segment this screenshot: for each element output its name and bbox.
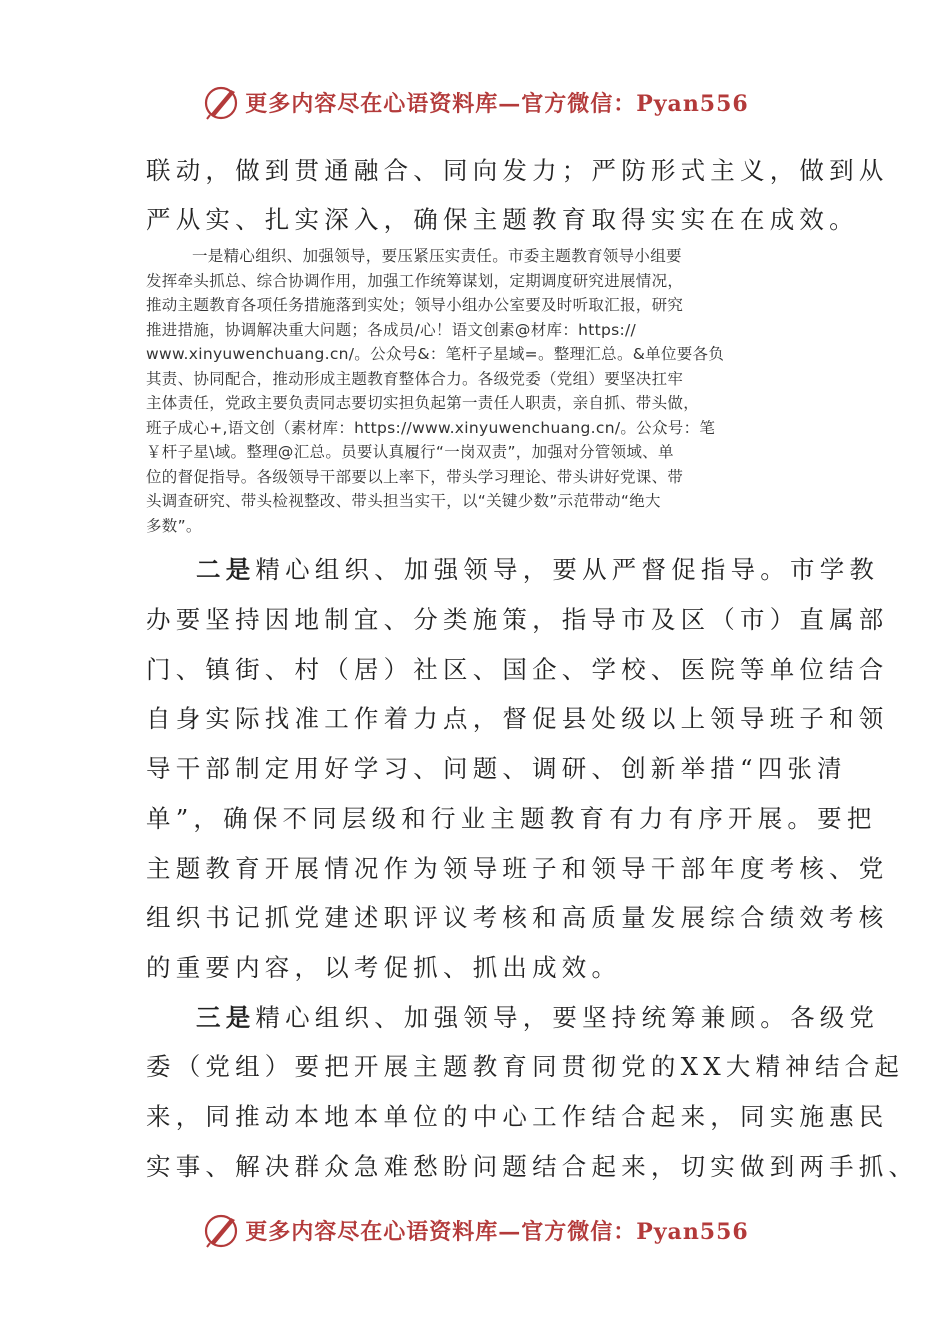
text-line: 自身实际找准工作着力点，督促县处级以上领导班子和领 bbox=[146, 704, 889, 733]
section-two-first-line bbox=[196, 555, 880, 585]
text-line: 推动主题教育各项任务措施落到实处；领导小组办公室要及时听取汇报，研究 bbox=[146, 296, 684, 314]
text-line: 头调查研究、带头检视整改、带头担当实干，以“关键少数”示范带动“绝大 bbox=[146, 492, 661, 510]
text-line: 单”，确保不同层级和行业主题教育有力有序开展。要把 bbox=[146, 804, 877, 833]
quill-pen-logo-icon bbox=[201, 1210, 241, 1250]
section-three-first-line bbox=[196, 1003, 880, 1033]
text-line: 发挥牵头抓总、综合协调作用，加强工作统筹谋划，定期调度研究进展情况， bbox=[146, 271, 684, 290]
section-two-lead: 二是 bbox=[196, 555, 256, 584]
text-span: 精心组织、加强领导，要从严督促指导。市学教 bbox=[255, 555, 880, 584]
section-one-paragraph bbox=[146, 244, 806, 538]
text-line: 主体责任，党政主要负责同志要切实担负起第一责任人职责，亲自抓、带头做， bbox=[146, 394, 700, 412]
text-line: 实事、解决群众急难愁盼问题结合起来，切实做到两手抓、 bbox=[146, 1152, 919, 1181]
text-line: 位的督促指导。各级领导干部要以上率下，带头学习理论、带头讲好党课、带 bbox=[146, 467, 684, 486]
text-line: 主题教育开展情况作为领导班子和领导干部年度考核、党 bbox=[146, 854, 889, 883]
header-banner bbox=[0, 80, 950, 124]
text-line: 班子成心+,语文创（素材库：https://www.xinyuwenchuang.cn/。公众号：笔 bbox=[146, 418, 716, 437]
footer-banner bbox=[0, 1208, 950, 1252]
text-line: 来，同推动本地本单位的中心工作结合起来，同实施惠民 bbox=[146, 1102, 889, 1131]
text-line: 严从实、扎实深入，确保主题教育取得实实在在成效。 bbox=[146, 205, 859, 234]
text-span: 精心组织、加强领导，要坚持统筹兼顾。各级党 bbox=[255, 1003, 880, 1032]
text-line: 导干部制定用好学习、问题、调研、创新举措“四张清 bbox=[146, 754, 847, 783]
text-line: www.xinyuwenchuang.cn/。公众号&：笔杆子星域=。整理汇总。&单位要各负 bbox=[146, 345, 725, 363]
text-line: 多数”。 bbox=[146, 516, 202, 535]
text-line: 联动，做到贯通融合、同向发力；严防形式主义，做到从 bbox=[146, 156, 889, 185]
text-line: 一是精心组织、加强领导，要压紧压实责任。市委主题教育领导小组要 bbox=[192, 247, 682, 265]
text-line: ￥杆子星\域。整理@汇总。员要认真履行“一岗双责”，加强对分管领域、单 bbox=[146, 443, 674, 461]
banner-text: 更多内容尽在心语资料库—官方微信：Pyan556 bbox=[245, 1218, 749, 1245]
text-line: 推进措施，协调解决重大问题；各成员/心！语文创素@材库：https:// bbox=[146, 320, 637, 339]
text-line: 其责、协同配合，推动形成主题教育整体合力。各级党委（党组）要坚决扛牢 bbox=[146, 369, 684, 388]
text-line: 组织书记抓党建述职评议考核和高质量发展综合绩效考核 bbox=[146, 903, 889, 932]
text-line: 的重要内容，以考促抓、抓出成效。 bbox=[146, 953, 622, 982]
section-three-lead: 三是 bbox=[196, 1003, 256, 1032]
text-line: 门、镇街、村（居）社区、国企、学校、医院等单位结合 bbox=[146, 655, 889, 684]
text-line: 办要坚持因地制宜、分类施策，指导市及区（市）直属部 bbox=[146, 605, 889, 634]
banner-text: 更多内容尽在心语资料库—官方微信：Pyan556 bbox=[245, 90, 749, 117]
quill-pen-logo-icon bbox=[201, 82, 241, 122]
text-line: 委（党组）要把开展主题教育同贯彻党的XX大精神结合起 bbox=[146, 1052, 905, 1081]
